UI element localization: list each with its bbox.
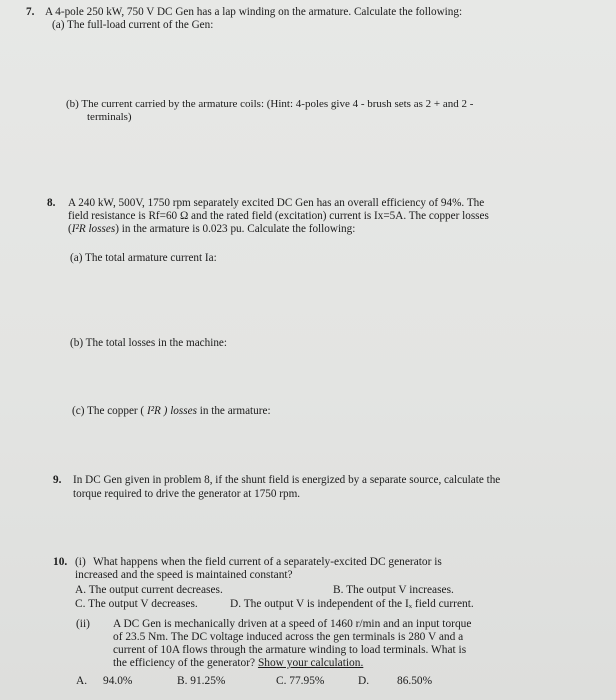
q10-ii-line4: the efficiency of the generator? Show your calculation. bbox=[113, 657, 364, 669]
q10-option-b: B. The output V increases. bbox=[333, 584, 454, 596]
q9-line2: torque required to drive the generator at 1750 rpm. bbox=[73, 488, 301, 500]
q8-part-b: (b) The total losses in the machine: bbox=[70, 337, 228, 349]
q9-line1: In DC Gen given in problem 8, if the shunt field is energized by a separate source, calculate the bbox=[73, 474, 501, 486]
q8-number: 8. bbox=[47, 197, 56, 209]
q10-option-a: A. The output current decreases. bbox=[75, 584, 223, 596]
q8-part-c: (c) The copper ( I²R ) losses in the armature: bbox=[72, 405, 271, 417]
q9-number: 9. bbox=[53, 474, 62, 486]
q10-ii-line3: current of 10A flows through the armature winding to load terminals. What is bbox=[113, 644, 467, 656]
q10-i-line1: What happens when the field current of a separately-excited DC generator is bbox=[93, 556, 442, 568]
q10-answer-c: C. 77.95% bbox=[276, 675, 325, 687]
q8-line3: (I²R losses) in the armature is 0.023 pu. Calculate the following: bbox=[68, 223, 356, 235]
q10-number: 10. bbox=[53, 556, 68, 568]
q10-ii-label: (ii) bbox=[76, 618, 90, 630]
q10-i-line2: increased and the speed is maintained constant? bbox=[75, 569, 293, 581]
q10-i-label: (i) bbox=[75, 556, 86, 568]
q8-part-a: (a) The total armature current Ia: bbox=[70, 252, 217, 264]
q10-answer-a: 94.0% bbox=[103, 675, 133, 687]
q7-part-b-line2: terminals) bbox=[87, 111, 132, 123]
q8-line2: field resistance is Rf=60 Ω and the rated field (excitation) current is Ix=5A. The copper losses bbox=[68, 210, 489, 222]
q10-answer-b: B. 91.25% bbox=[177, 675, 226, 687]
q10-option-c: C. The output V decreases. bbox=[75, 598, 198, 610]
q7-number: 7. bbox=[26, 6, 35, 18]
q10-answer-d: 86.50% bbox=[397, 675, 433, 687]
q7-part-b-line1: (b) The current carried by the armature coils: (Hint: 4-poles give 4 - brush sets as 2 + and 2 - bbox=[66, 98, 474, 110]
q10-ii-line2: of 23.5 Nm. The DC voltage induced across the gen terminals is 280 V and a bbox=[113, 631, 464, 643]
q10-answer-d-label: D. bbox=[358, 675, 370, 687]
q7-stem: A 4-pole 250 kW, 750 V DC Gen has a lap winding on the armature. Calculate the following: bbox=[45, 6, 463, 18]
q10-option-d: D. The output V is independent of the Iₓ field current. bbox=[230, 598, 474, 610]
q7-part-a: (a) The full-load current of the Gen: bbox=[52, 19, 214, 31]
q8-line1: A 240 kW, 500V, 1750 rpm separately excited DC Gen has an overall efficiency of 94%. The bbox=[68, 197, 485, 209]
q10-ii-line1: A DC Gen is mechanically driven at a speed of 1460 r/min and an input torque bbox=[113, 618, 472, 630]
q10-answer-a-label: A. bbox=[76, 675, 88, 687]
